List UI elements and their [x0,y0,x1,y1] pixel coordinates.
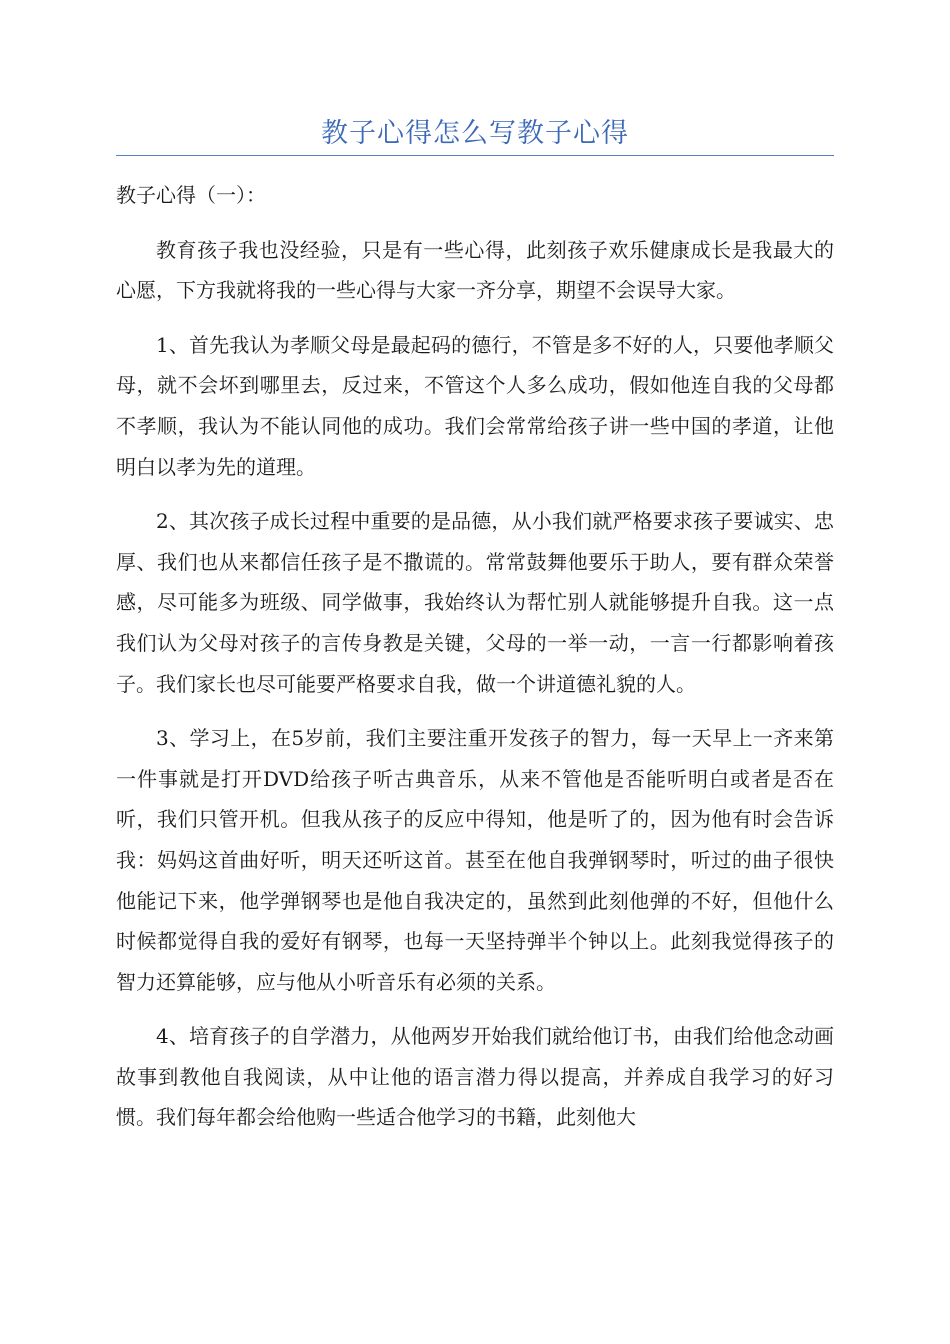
paragraph-intro: 教育孩子我也没经验，只是有一些心得，此刻孩子欢乐健康成长是我最大的心愿，下方我就将我的一些心得与大家一齐分享，期望不会误导大家。 [116,237,834,303]
section-heading: 教子心得（一）： [116,183,266,207]
document-body [116,175,834,1152]
paragraph-point-4: 4、培育孩子的自学潜力，从他两岁开始我们就给他订书，由我们给他念动画故事到教他自我阅读，从中让他的语言潜力得以提高，并养成自我学习的好习惯。我们每年都会给他购一些适合他学习的书籍，此刻他大 [116,1024,834,1130]
document-title: 教子心得怎么写教子心得 [321,118,629,149]
paragraph-point-3: 3、学习上，在5岁前，我们主要注重开发孩子的智力，每一天早上一齐来第一件事就是打开DVD给孩子听古典音乐，从来不管他是否能听明白或者是否在听，我们只管开机。但我从孩子的反应中得知，他是听了的，因为他有时会告诉我：妈妈这首曲好听，明天还听这首。甚至在他自我弹钢琴时，听过的曲子很快他能记下来，他学弹钢琴也是他自我决定的，虽然到此刻他弹的不好，但他什么时候都觉得自我的爱好有钢琴，也每一天坚持弹半个钟以上。此刻我觉得孩子的智力还算能够，应与他从小听音乐有必须的关系。 [116,726,834,994]
paragraph-point-1: 1、首先我认为孝顺父母是最起码的德行，不管是多不好的人，只要他孝顺父母，就不会坏到哪里去，反过来，不管这个人多么成功，假如他连自我的父母都不孝顺，我认为不能认同他的成功。我们会常常给孩子讲一些中国的孝道，让他明白以孝为先的道理。 [116,332,834,479]
title-underline [116,155,834,156]
paragraph-point-2: 2、其次孩子成长过程中重要的是品德，从小我们就严格要求孩子要诚实、忠厚、我们也从来都信任孩子是不撒谎的。常常鼓舞他要乐于助人，要有群众荣誉感，尽可能多为班级、同学做事，我始终认为帮忙别人就能够提升自我。这一点我们认为父母对孩子的言传身教是关键，父母的一举一动，一言一行都影响着孩子。我们家长也尽可能要严格要求自我，做一个讲道德礼貌的人。 [116,509,834,696]
